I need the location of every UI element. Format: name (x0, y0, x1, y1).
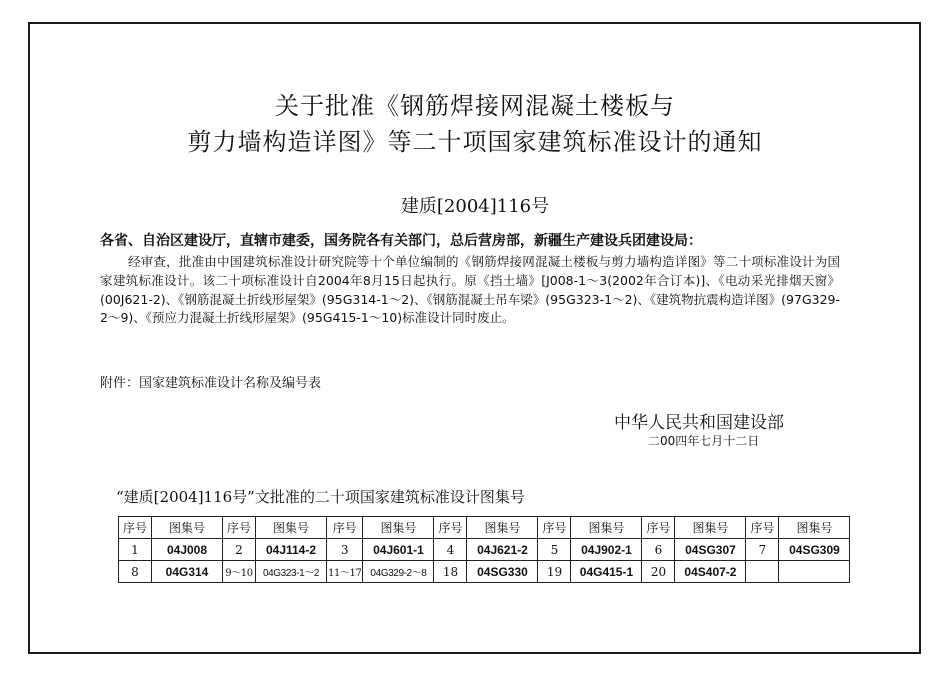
header-serial: 序号 (223, 517, 256, 539)
code-cell: 04J621-2 (467, 539, 538, 561)
code-cell: 04G323-1～2 (256, 561, 327, 583)
notice-title-line-1: 关于批准《钢筋焊接网混凝土楼板与 (275, 92, 675, 120)
serial-cell: 18 (434, 561, 467, 583)
code-cell: 04G314 (152, 561, 223, 583)
code-cell: 04G329-2～8 (363, 561, 434, 583)
header-code: 图集号 (363, 517, 434, 539)
code-cell: 04G415-1 (571, 561, 642, 583)
notice-body: 经审查，批准由中国建筑标准设计研究院等十个单位编制的《钢筋焊接网混凝土楼板与剪力墙构造详图》等二十项标准设计为国家建筑标准设计。该二十项标准设计自2004年8月15日起执行。原《挡土墙》[J008-1～3(2002年合订本)]、《电动采光排烟天窗》(00J621-2)、《钢筋混凝土折线形屋架》(95G314-1～2)、《钢筋混凝土吊车梁》(95G323-1～2)、《建筑物抗震构造详图》(97G329-2～9)、《预应力混凝土折线形屋架》(95G415-1～10)标准设计同时废止。 (100, 254, 840, 326)
addressees: 各省、自治区建设厅，直辖市建委，国务院各有关部门，总后营房部，新疆生产建设兵团建设局： (100, 233, 702, 249)
code-cell (779, 561, 850, 583)
code-cell: 04SG307 (675, 539, 746, 561)
table-caption: “建质[2004]116号”文批准的二十项国家建筑标准设计图集号 (116, 488, 525, 506)
serial-cell: 3 (327, 539, 363, 561)
code-cell: 04J008 (152, 539, 223, 561)
code-cell: 04J114-2 (256, 539, 327, 561)
serial-cell: 8 (119, 561, 152, 583)
header-code: 图集号 (571, 517, 642, 539)
header-serial: 序号 (538, 517, 571, 539)
table-header-row (119, 517, 850, 539)
header-code: 图集号 (256, 517, 327, 539)
serial-cell: 6 (642, 539, 675, 561)
header-code: 图集号 (467, 517, 538, 539)
atlas-number-table (118, 516, 850, 583)
serial-cell: 9～10 (223, 561, 256, 583)
serial-cell: 19 (538, 561, 571, 583)
header-code: 图集号 (675, 517, 746, 539)
header-serial: 序号 (327, 517, 363, 539)
header-code: 图集号 (779, 517, 850, 539)
issue-date: 二00四年七月十二日 (648, 434, 760, 448)
document-number: 建质[2004]116号 (400, 196, 550, 217)
serial-cell: 5 (538, 539, 571, 561)
header-serial: 序号 (642, 517, 675, 539)
serial-cell: 7 (746, 539, 779, 561)
serial-cell: 11～17 (327, 561, 363, 583)
notice-title-line-2: 剪力墙构造详图》等二十项国家建筑标准设计的通知 (187, 128, 763, 156)
header-serial: 序号 (119, 517, 152, 539)
serial-cell: 2 (223, 539, 256, 561)
issuing-authority: 中华人民共和国建设部 (614, 413, 784, 433)
serial-cell: 4 (434, 539, 467, 561)
header-code: 图集号 (152, 517, 223, 539)
code-cell: 04J601-1 (363, 539, 434, 561)
header-serial: 序号 (746, 517, 779, 539)
code-cell: 04S407-2 (675, 561, 746, 583)
table-row (119, 561, 850, 583)
code-cell: 04SG330 (467, 561, 538, 583)
table-row (119, 539, 850, 561)
code-cell: 04SG309 (779, 539, 850, 561)
code-cell: 04J902-1 (571, 539, 642, 561)
attachment-note: 附件：国家建筑标准设计名称及编号表 (100, 376, 322, 391)
serial-cell: 1 (119, 539, 152, 561)
header-serial: 序号 (434, 517, 467, 539)
serial-cell (746, 561, 779, 583)
serial-cell: 20 (642, 561, 675, 583)
